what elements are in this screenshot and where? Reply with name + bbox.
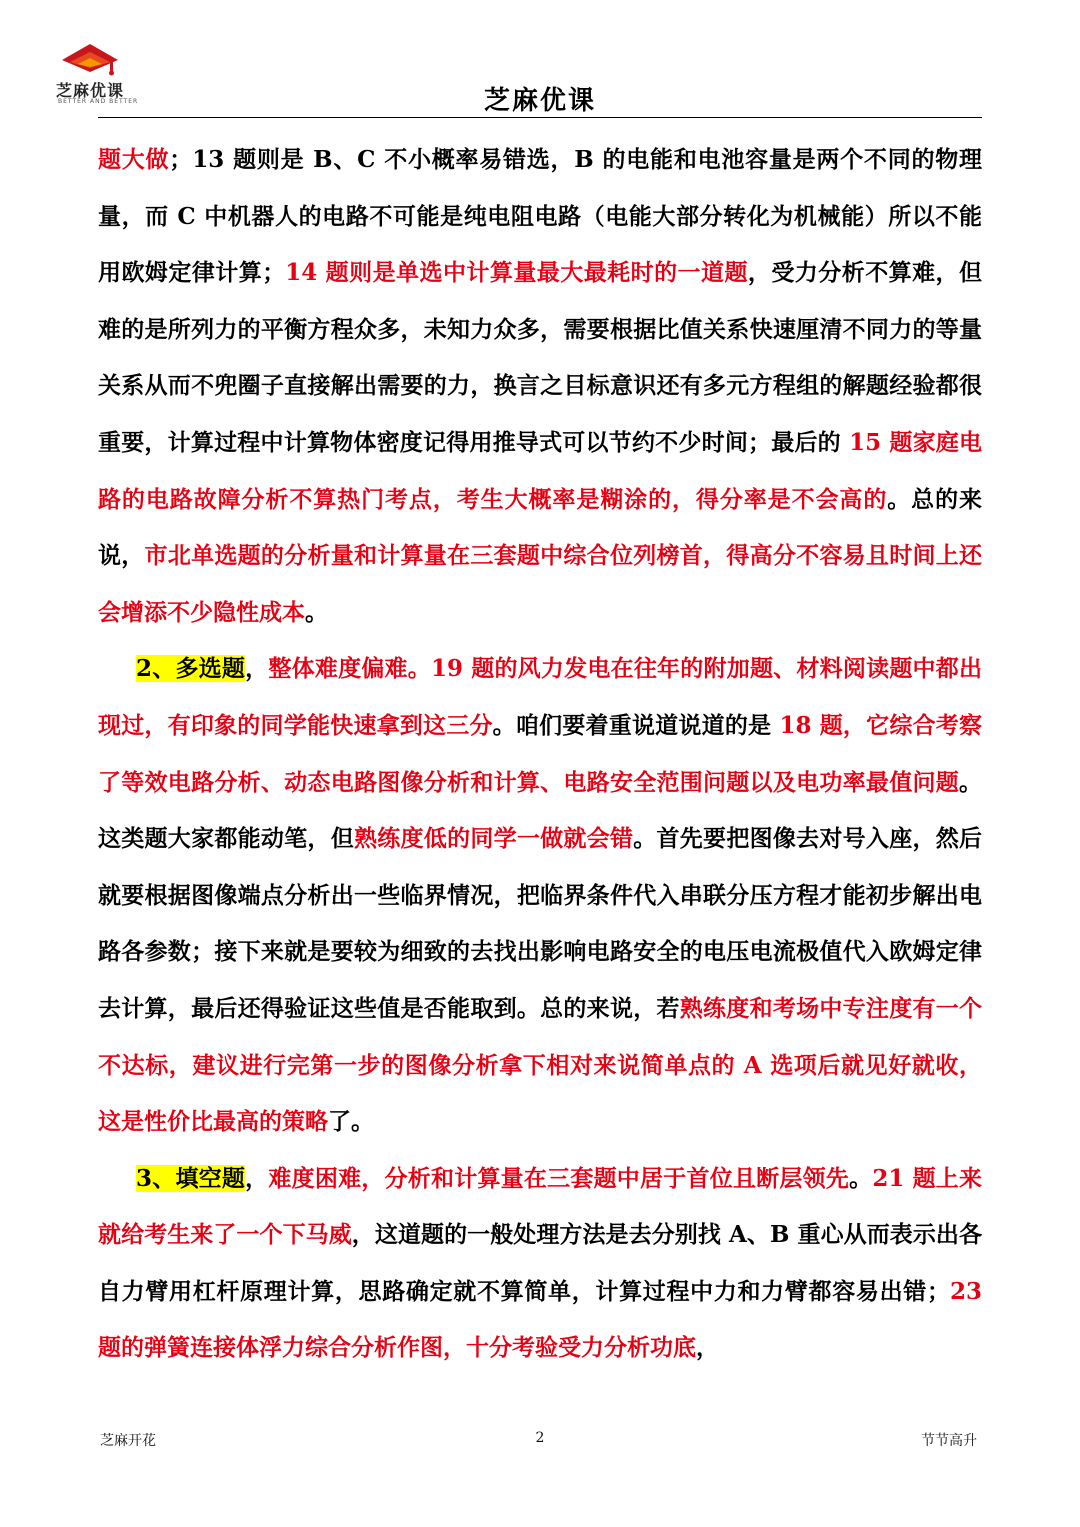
body-text-run: ，: [245, 655, 269, 683]
document-body: [98, 132, 982, 1377]
page-header-title: 芝麻优课: [483, 86, 596, 116]
body-text-run: ，: [245, 1164, 269, 1192]
section-heading: 3、填空题: [136, 1164, 246, 1192]
body-text-run: 。: [305, 598, 328, 626]
emphasis-text: 题大做: [98, 146, 170, 173]
paragraph: [98, 132, 982, 641]
logo-brand-text: 芝麻优课: [56, 81, 125, 100]
emphasis-text: 熟练度和考场中专注度有一个不达标，建议进行完第一步的图像分析拿下相对来说简单点的 A 选项后就见好就收，这是性价比最高的策略: [98, 994, 983, 1136]
body-text-run: ，受力分析不算难，但难的是所列力的平衡方程众多，未知力众多，需要根据比值关系快速厘清不同力的等量关系从而不兜圈子直接解出需要的力，换言之目标意识还有多元方程组的解题经验都很重要，计算过程中计算物体密度记得用推导式可以节约不少时间；最后的: [98, 259, 983, 456]
body-text-run: 。咱们要着重说道说道的是: [492, 711, 780, 739]
body-text-run: 。总的来说，: [98, 485, 983, 570]
body-text-run: 。首先要把图像去对号入座，然后就要根据图像端点分析出一些临界情况，把临界条件代入串联分压方程才能初步解出电路各参数；接下来就是要较为细致的去找出影响电路安全的电压电流极值代入欧姆定律去计算，最后还得验证这些值是否能取到。总的来说，若: [98, 825, 983, 1022]
paragraph: [98, 1151, 982, 1377]
body-text-run: ，: [696, 1334, 719, 1362]
emphasis-text: 15 题家庭电路的电路故障分析不算热门考点，考生大概率是糊涂的，得分率是不会高的: [98, 428, 983, 513]
page-number: 2: [535, 1430, 545, 1446]
emphasis-text: 23 题的弹簧连接体浮力综合分析作图，十分考验受力分析功底: [98, 1277, 982, 1362]
footer-left-text: 芝麻开花: [100, 1433, 156, 1449]
header-divider: [98, 117, 982, 118]
paragraph: [98, 641, 982, 1150]
emphasis-text: 难度困难，分析和计算量在三套题中居于首位且断层领先: [268, 1164, 850, 1192]
emphasis-text: 14 题则是单选中计算量最大最耗时的一道题: [285, 259, 748, 287]
emphasis-text: 整体难度偏难。19 题的风力发电在往年的附加题、材料阅读题中都出现过，有印象的同学能快速拿到这三分: [98, 655, 983, 739]
body-text-run: 。: [849, 1164, 873, 1192]
section-heading: 2、多选题: [136, 655, 246, 683]
body-text-run: ，这道题的一般处理方法是去分别找 A、B 重心从而表示出各自力臂用杠杆原理计算，思路确定就不算简单，计算过程中力和力臂都容易出错；: [98, 1221, 982, 1305]
body-text-run: ；13 题则是 B、C 不小概率易错选，B 的电能和电池容量是两个不同的物理量，而 C 中机器人的电路不可能是纯电阻电路（电能大部分转化为机械能）所以不能用欧姆定律计算；: [98, 146, 982, 287]
emphasis-text: 市北单选题的分析量和计算量在三套题中综合位列榜首，得高分不容易且时间上还会增添不少隐性成本: [98, 542, 983, 626]
footer-right-text: 节节高升: [921, 1433, 977, 1449]
logo-tagline: BETTER AND BETTER: [58, 98, 139, 105]
emphasis-text: 熟练度低的同学一做就会错: [353, 825, 634, 853]
emphasis-text: 18 题，它综合考察了等效电路分析、动态电路图像分析和计算、电路安全范围问题以及电功率最值问题: [98, 711, 983, 796]
body-text-run: 了。: [328, 1108, 374, 1136]
graduation-cap-logo-icon: [52, 38, 132, 78]
body-text-run: 。这类题大家都能动笔，但: [98, 768, 982, 853]
emphasis-text: 21 题上来就给考生来了一个下马威: [98, 1164, 983, 1249]
